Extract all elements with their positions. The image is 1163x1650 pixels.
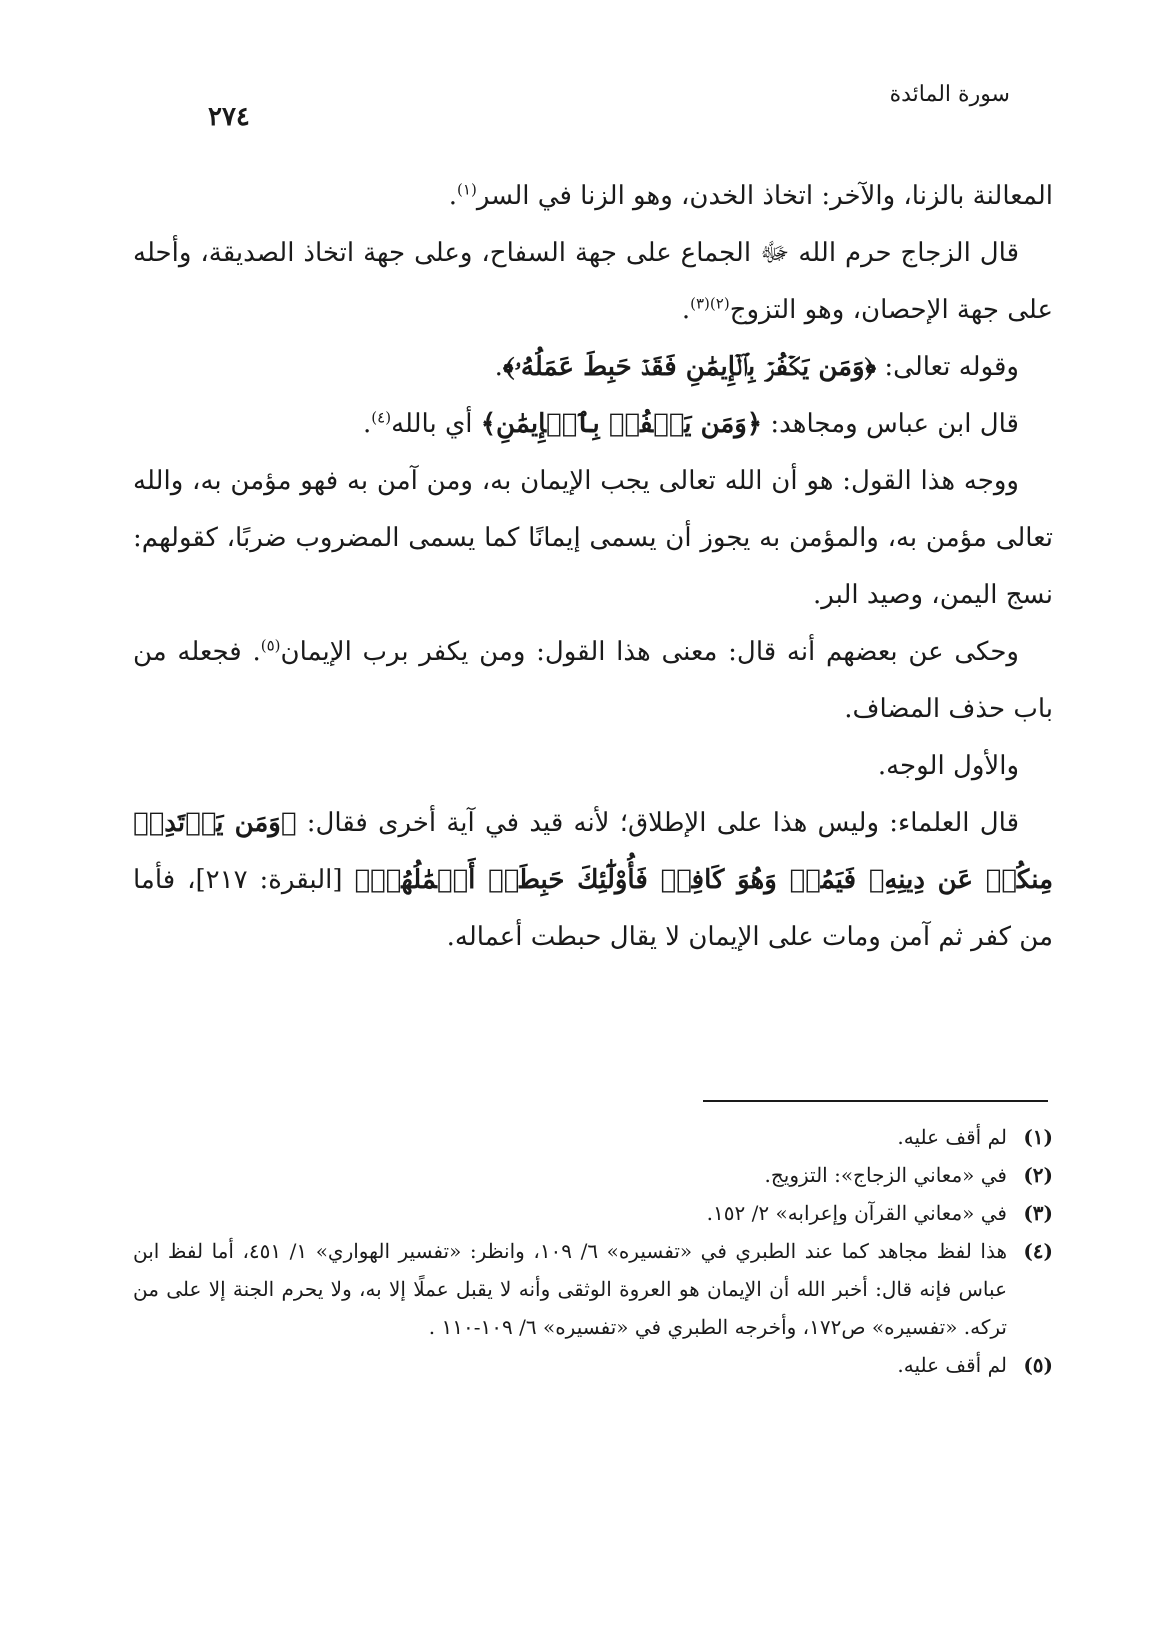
running-title: سورة المائدة <box>889 82 1010 107</box>
footnote-ref: (٥) <box>260 636 281 655</box>
footnote <box>133 1232 1053 1346</box>
footnote <box>133 1118 1053 1156</box>
footnote <box>133 1156 1053 1194</box>
main-text <box>133 168 1053 966</box>
footnote-ref: (١) <box>457 180 477 199</box>
paragraph: والأول الوجه. <box>877 751 1019 781</box>
footnote-ref: (٤) <box>371 408 392 427</box>
paragraph: المعالنة بالزنا، والآخر: اتخاذ الخدن، وهو الزنا في السر$^{(١)}$. <box>448 180 1053 211</box>
footnote-separator <box>703 1100 1048 1102</box>
footnotes <box>133 1118 1053 1384</box>
page-header <box>160 82 1010 142</box>
footnote-text: لم أقف عليه. <box>897 1125 1007 1149</box>
footnote-text: لم أقف عليه. <box>897 1353 1007 1377</box>
footnote-number: (٤) <box>1023 1239 1053 1263</box>
quran-verse: ﴿وَمَن يَرۡتَدِدۡ مِنكُمۡ عَن دِينِهِۦ فَيَمُتۡ وَهُوَ كَافِرٞ فَأُوْلَٰٓئِكَ حَبِطَتۡ أَعۡمَٰلُهُمۡ﴾ <box>133 808 1054 895</box>
footnote <box>133 1346 1053 1384</box>
paragraph: قال العلماء: وليس هذا على الإطلاق؛ لأنه قيد في آية أخرى فقال: ﴿وَمَن يَرۡتَدِدۡ مِنكُمۡ عَن دِينِهِۦ فَيَمُتۡ وَهُوَ كَافِرٞ فَأُوْلَٰٓئِكَ حَبِطَتۡ أَعۡمَٰلُهُمۡ﴾ [البقرة: ٢١٧]، فأما من كفر ثم آمن ومات على الإيمان لا يقال حبطت أعماله. <box>133 808 1054 952</box>
paragraph: وقوله تعالى: ﴿وَمَن يَكۡفُرۡ بِٱلۡإِيمَٰنِ فَقَدۡ حَبِطَ عَمَلُهُۥ﴾. <box>494 352 1019 382</box>
footnote-number: (٣) <box>1023 1201 1053 1225</box>
footnote-number: (٥) <box>1023 1353 1053 1377</box>
paragraph: وحكى عن بعضهم أنه قال: معنى هذا القول: ومن يكفر برب الإيمان$^{(٥)}$. فجعله من باب حذف المضاف. <box>133 636 1053 724</box>
footnote-text: في «معاني الزجاج»: التزويج. <box>764 1163 1007 1187</box>
quran-verse: ﴿وَمَن يَكۡفُرۡ بِٱلۡإِيمَٰنِ فَقَدۡ حَبِطَ عَمَلُهُۥ﴾ <box>502 352 877 382</box>
footnote-text: في «معاني القرآن وإعرابه» ٢/ ١٥٢. <box>706 1201 1007 1225</box>
footnote-text: هذا لفظ مجاهد كما عند الطبري في «تفسيره» ٦/ ١٠٩، وانظر: «تفسير الهواري» ١/ ٤٥١، أما لفظ ابن عباس فإنه قال: أخبر الله أن الإيمان هو العروة الوثقى وأنه لا يقبل عملًا إلا به، ولا يحرم الجنة إلا على من تركه. «تفسيره» ص١٧٢، وأخرجه الطبري في «تفسيره» ٦/ ١٠٩-١١٠ . <box>133 1239 1007 1339</box>
quran-verse: ﴿وَمَن يَكۡفُرۡ بِٱلۡإِيمَٰنِ﴾ <box>480 409 763 439</box>
footnote-number: (٢) <box>1023 1163 1053 1187</box>
paragraph: ووجه هذا القول: هو أن الله تعالى يجب الإيمان به، ومن آمن به فهو مؤمن به، والله تعالى مؤمن به، والمؤمن به يجوز أن يسمى إيمانًا كما يسمى المضروب ضربًا، كقولهم: نسج اليمن، وصيد البر. <box>133 466 1053 610</box>
page-number: ٢٧٤ <box>208 102 250 132</box>
footnote-number: (١) <box>1023 1125 1053 1149</box>
paragraph: قال ابن عباس ومجاهد: ﴿وَمَن يَكۡفُرۡ بِٱلۡإِيمَٰنِ﴾ أي بالله$^{(٤)}$. <box>363 408 1019 439</box>
paragraph: قال الزجاج حرم الله ﷻ الجماع على جهة السفاح، وعلى جهة اتخاذ الصديقة، وأحله على جهة الإحصان، وهو التزوج$^{(٢)(٣)}$. <box>133 238 1053 325</box>
footnote-ref: (٢)(٣) <box>690 294 730 313</box>
footnote <box>133 1194 1053 1232</box>
